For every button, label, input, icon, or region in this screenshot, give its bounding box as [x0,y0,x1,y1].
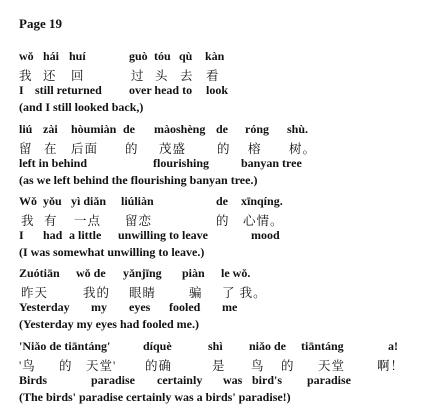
pinyin-word: hái [43,49,60,63]
english-word: look [206,83,229,97]
english-word: eyes [129,300,151,314]
pinyin-word: liú [19,122,33,136]
pinyin-word: hòumiàn [71,122,117,136]
chinese-word: 的 [125,142,139,156]
chinese-word: 眼睛 [129,286,157,300]
chinese-word: 是 [212,359,226,373]
chinese-word: 在 [44,142,58,156]
translation-text: (The birds' paradise certainly was a birds' paradise!) [19,390,291,404]
pinyin-word: niǎo de [249,339,287,353]
pinyin-word: yǎnjīng [123,266,162,280]
pinyin-word: piàn [182,266,205,280]
english-word: unwilling to leave [118,228,209,242]
chinese-word: 留恋 [125,214,153,228]
chinese-word: 过 [131,69,145,83]
pinyin-word: a! [388,339,398,353]
pinyin-word: huí [69,49,86,63]
pinyin-word: guò [129,49,148,63]
chinese-word: 啊！ [377,359,405,373]
english-word: banyan tree [241,156,302,170]
chinese-word: 后面 [71,142,99,156]
english-word: still returned [35,83,102,97]
chinese-word: 的 [217,142,231,156]
english-word: paradise [91,373,136,387]
chinese-word: 的 [216,214,230,228]
chinese-word: 心情。 [243,214,284,228]
english-word: left in behind [19,156,88,170]
chinese-word: 骗 [189,286,203,300]
pinyin-word: róng [245,122,269,136]
pinyin-word: qù [179,49,193,63]
chinese-word: 有 [44,214,58,228]
chinese-word: 我的 [83,286,111,300]
chinese-word: 了 我。 [222,286,267,300]
pinyin-word: shù. [287,122,309,136]
pinyin-word: de [216,122,228,136]
english-word: a little [69,228,102,242]
english-word: over head to [129,83,193,97]
chinese-word: 天堂' [86,359,117,373]
english-word: mood [251,228,280,242]
chinese-word: 一点 [74,214,102,228]
english-word: was [223,373,243,387]
chinese-word: 回 [71,69,85,83]
page-title: Page 19 [19,16,62,31]
translation-text: (and I still looked back,) [19,100,144,114]
chinese-word: 树。 [289,142,317,156]
pinyin-word: liúliàn [121,194,154,208]
pinyin-word: màoshèng [154,122,206,136]
english-word: I [19,83,24,97]
translation-text: (I was somewhat unwilling to leave.) [19,245,205,259]
pinyin-word: de [123,122,135,136]
chinese-word: 头 [155,69,169,83]
chinese-word: 的确 [145,359,173,373]
english-word: paradise [307,373,352,387]
english-word: bird's [252,373,283,387]
english-word: Yesterday [19,300,70,314]
chinese-word: 我 [21,214,35,228]
pinyin-word: yì diǎn [71,194,107,208]
chinese-word: 天堂 [318,359,346,373]
chinese-word: 的 [59,359,73,373]
pinyin-word: de [216,194,228,208]
english-word: Birds [19,373,48,387]
pinyin-word: zài [43,122,58,136]
pinyin-word: shì [208,339,223,353]
pinyin-word: tiāntáng [301,339,344,353]
chinese-word: 昨天 [21,286,49,300]
pinyin-word: yǒu [43,194,62,208]
pinyin-word: xīnqíng. [241,194,283,208]
chinese-word: 榕 [248,142,262,156]
english-word: had [43,228,63,242]
chinese-word: 鸟 [251,359,265,373]
pinyin-word: díquè [143,339,172,353]
pinyin-word: le wǒ. [221,266,251,280]
chinese-word: 的 [281,359,295,373]
pinyin-word: 'Niǎo de tiāntáng' [19,339,111,353]
chinese-word: '鸟 [19,359,36,373]
chinese-word: 我 [19,69,33,83]
translation-text: (as we left behind the flourishing banyan tree.) [19,173,258,187]
chinese-word: 茂盛 [159,142,187,156]
pinyin-word: kàn [205,49,225,63]
chinese-word: 去 [180,69,194,83]
english-word: me [222,300,238,314]
chinese-word: 留 [19,142,33,156]
english-word: certainly [157,373,203,387]
pinyin-word: Zuótiān [19,266,60,280]
pinyin-word: wǒ de [76,266,106,280]
translation-text: (Yesterday my eyes had fooled me.) [19,317,199,331]
pinyin-word: wǒ [19,49,34,63]
english-word: flourishing [153,156,210,170]
chinese-word: 还 [43,69,57,83]
english-word: my [91,300,107,314]
english-word: I [19,228,24,242]
pinyin-word: Wǒ [19,194,37,208]
chinese-word: 看 [206,69,220,83]
pinyin-word: tóu [154,49,171,63]
english-word: fooled [169,300,201,314]
